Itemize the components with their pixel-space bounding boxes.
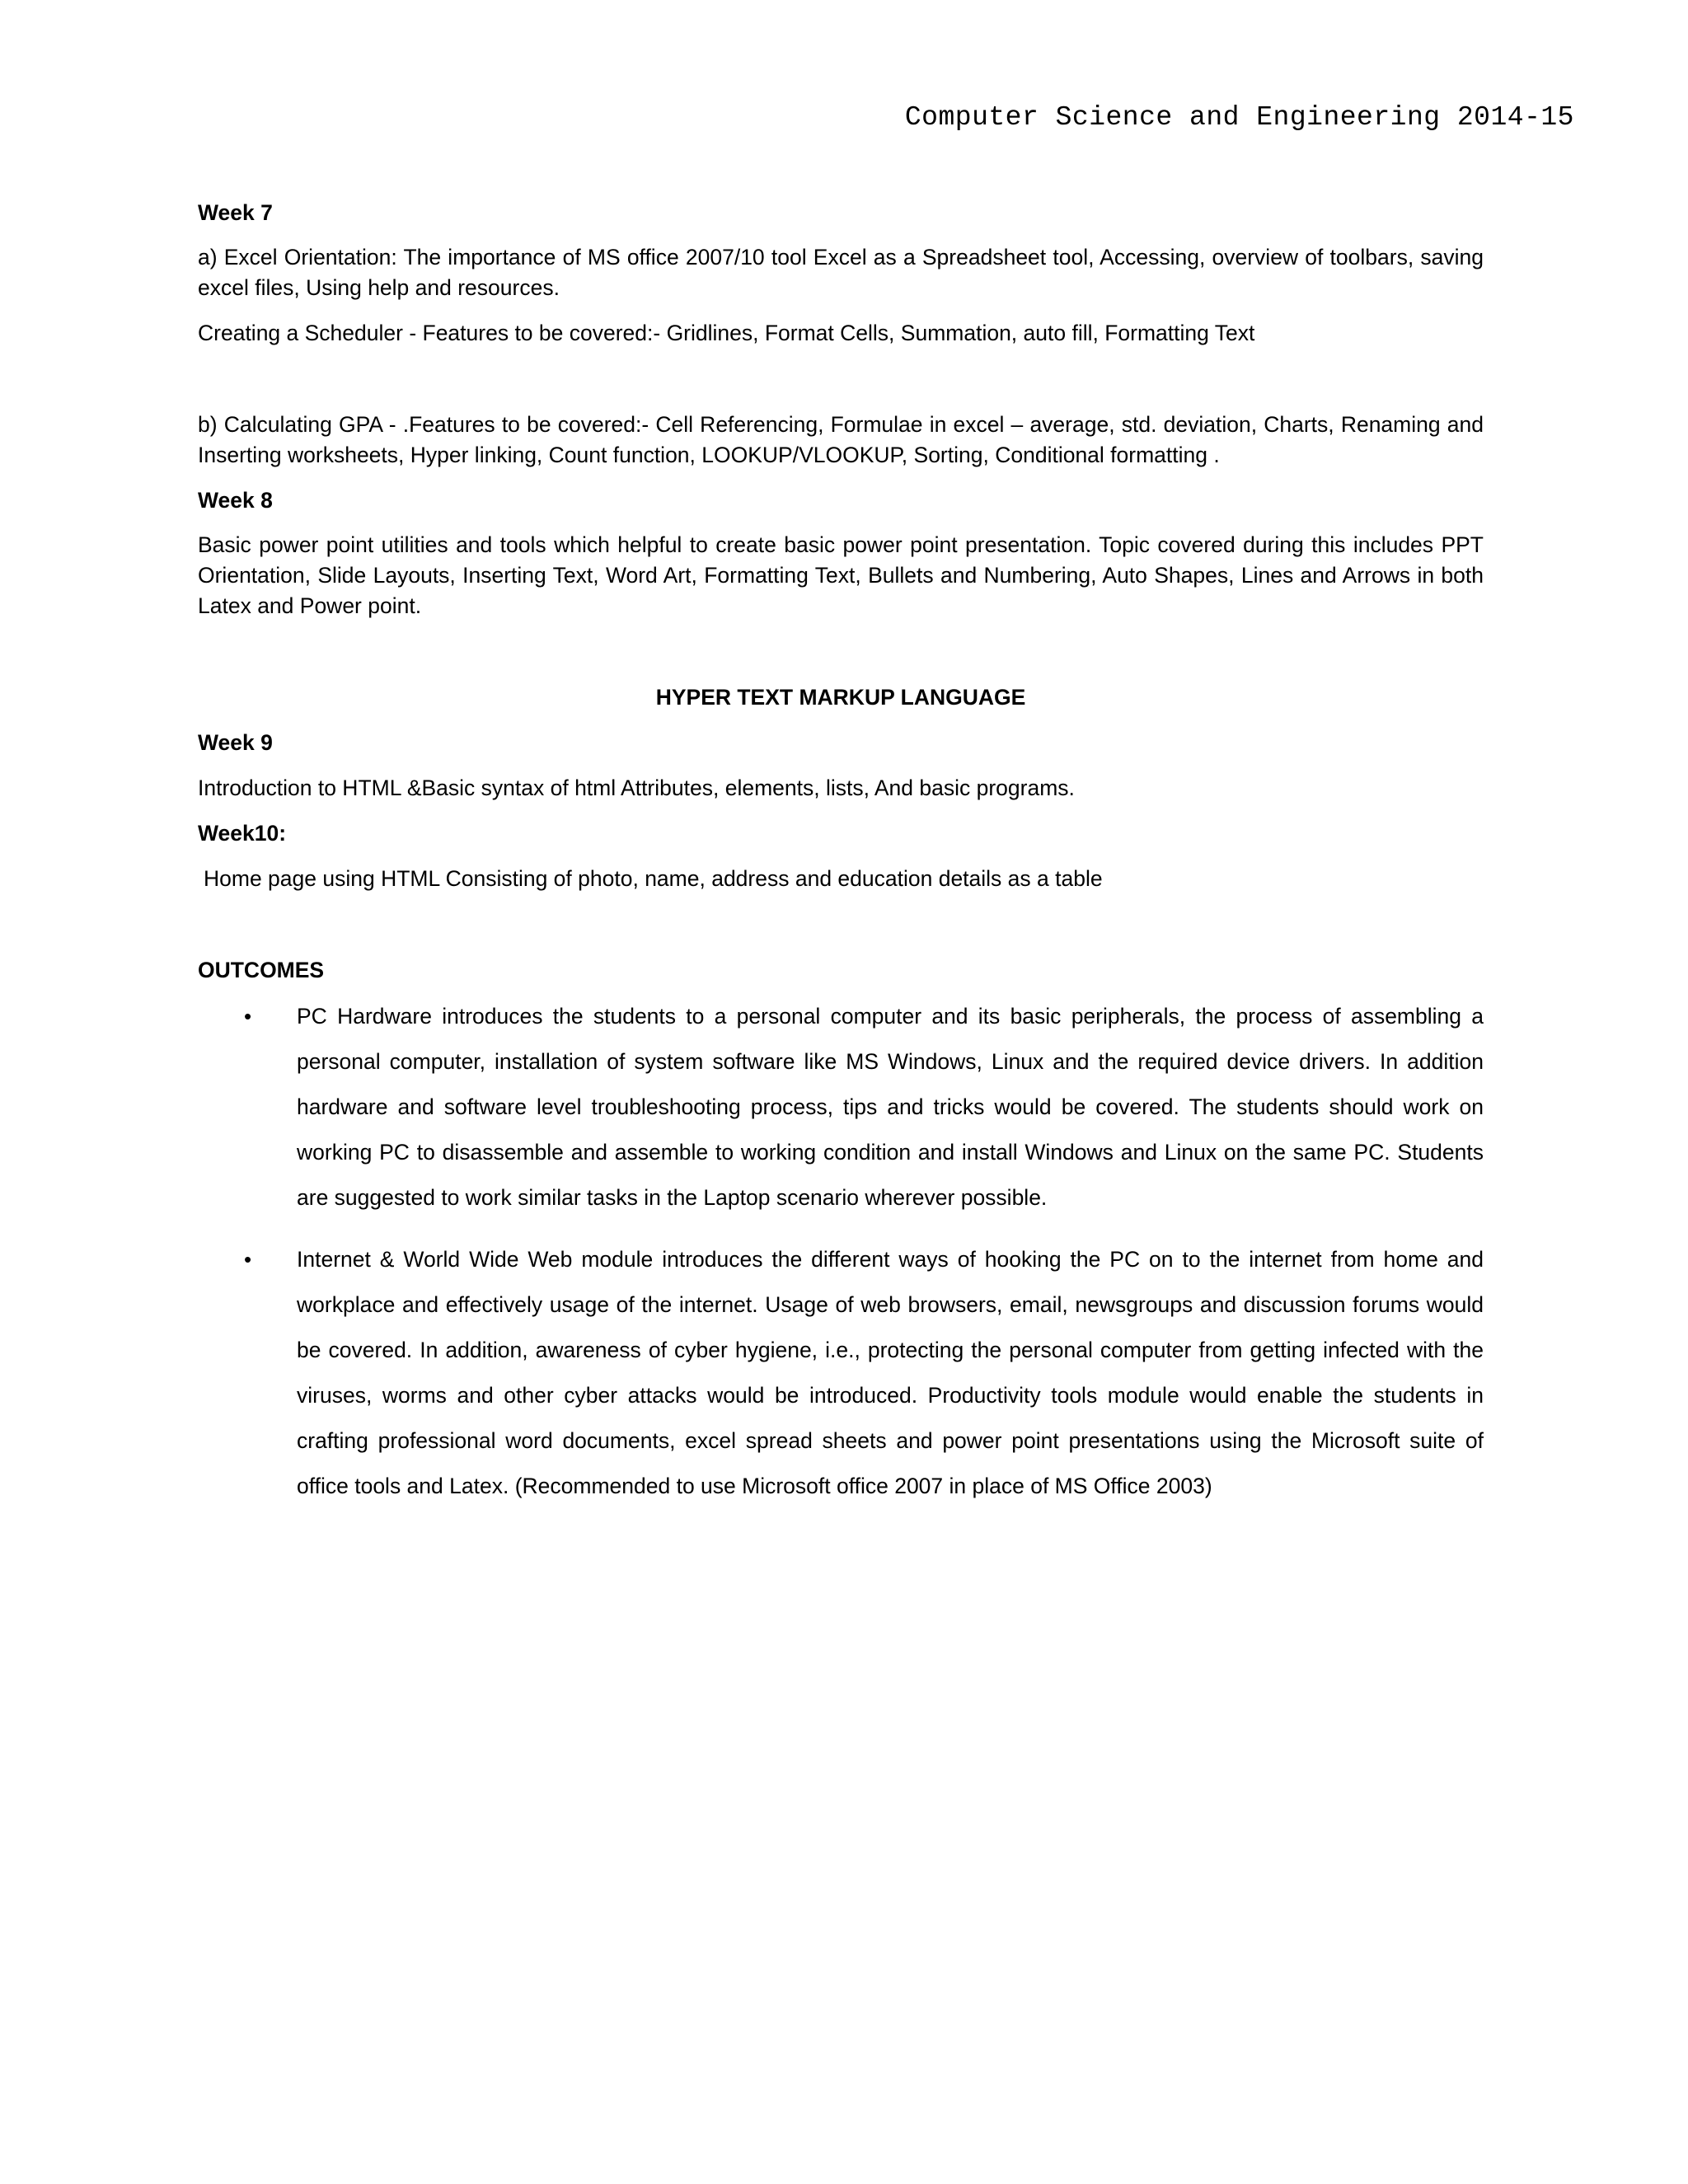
week7-scheduler: Creating a Scheduler - Features to be covered:- Gridlines, Format Cells, Summation, auto fill, Formatting Text	[198, 321, 1255, 345]
html-section-heading: HYPER TEXT MARKUP LANGUAGE	[655, 685, 1026, 710]
week9-body: Introduction to HTML &Basic syntax of html Attributes, elements, lists, And basic programs.	[198, 776, 1075, 800]
outcomes-heading: OUTCOMES	[198, 958, 325, 982]
page-header: Computer Science and Engineering 2014-15	[904, 102, 1574, 133]
outcome-item-pc-hardware	[198, 994, 1484, 1221]
outcome-text: Internet & World Wide Web module introduces the different ways of hooking the PC on to the internet from home and workplace and effectively usage of the internet. Usage of web browsers, email, newsgroups and discussion forums would be covered. In addition, awareness of cyber hygiene, i.e., protecting the personal computer from getting infected with the viruses, worms and other cyber attacks would be introduced. Productivity tools module would enable the students in crafting professional word documents, excel spread sheets and power point presentations using the Microsoft suite of office tools and Latex. (Recommended to use Microsoft office 2007 in place of MS Office 2003)	[297, 1247, 1484, 1498]
week8-heading: Week 8	[198, 488, 273, 513]
week10-body: Home page using HTML Consisting of photo, name, address and education details as a table	[204, 866, 1103, 891]
bullet-icon: •	[244, 1247, 252, 1272]
week8-body: Basic power point utilities and tools which helpful to create basic power point presentation. Topic covered during this includes PPT Orientation, Slide Layouts, Inserting Text, Word Art, Formatting Text, Bullets and Numbering, Auto Shapes, Lines and Arrows in both Latex and Power point.	[198, 532, 1484, 618]
bullet-icon: •	[244, 1004, 252, 1029]
outcome-text: PC Hardware introduces the students to a personal computer and its basic peripherals, the process of assembling a personal computer, installation of system software like MS Windows, Linux and the required device drivers. In addition hardware and software level troubleshooting process, tips and tricks would be covered. The students should work on working PC to disassemble and assemble to working condition and install Windows and Linux on the same PC. Students are suggested to work similar tasks in the Laptop scenario wherever possible.	[297, 1004, 1484, 1210]
document-body	[198, 198, 1484, 1509]
outcomes-list	[198, 994, 1484, 1509]
week10-heading: Week10:	[198, 821, 287, 846]
week7-part-b: b) Calculating GPA - .Features to be covered:- Cell Referencing, Formulae in excel – average, std. deviation, Charts, Renaming and Inserting worksheets, Hyper linking, Count function, LOOKUP/VLOOKUP, Sorting, Conditional formatting .	[198, 412, 1484, 467]
week9-heading: Week 9	[198, 730, 273, 755]
week7-heading: Week 7	[198, 200, 273, 225]
outcome-item-internet	[198, 1237, 1484, 1509]
week7-part-a: a) Excel Orientation: The importance of MS office 2007/10 tool Excel as a Spreadsheet tool, Accessing, overview of toolbars, saving excel files, Using help and resources.	[198, 245, 1484, 300]
